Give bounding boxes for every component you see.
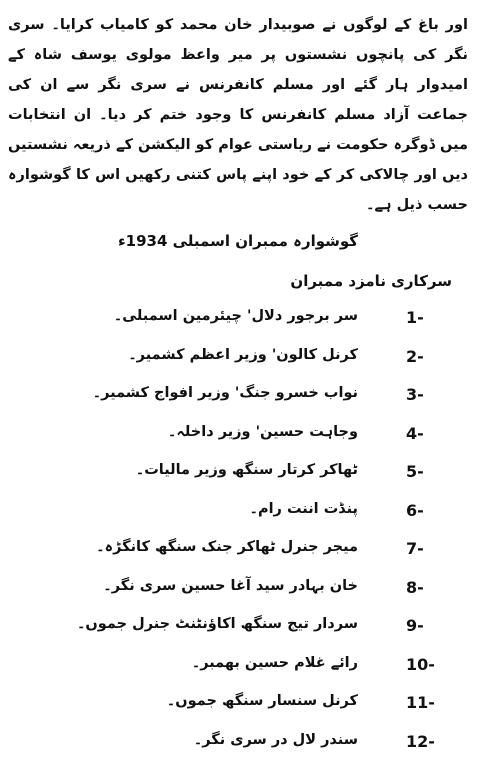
item-text: سندر لال در سری نگر۔ (193, 731, 358, 748)
nominated-members-subheading: سرکاری نامزد ممبران (290, 272, 452, 290)
item-number: 6- (406, 500, 424, 520)
list-item (8, 341, 468, 380)
members-list (8, 302, 468, 764)
item-text: کرنل سنسار سنگھ جموں۔ (166, 693, 358, 709)
item-text: میجر جنرل ٹھاکر جنک سنگھ کانگڑہ۔ (96, 539, 358, 555)
item-number: 12- (406, 731, 435, 751)
list-item (8, 418, 468, 457)
item-number: 5- (406, 462, 424, 481)
list-item (8, 495, 468, 534)
members-table-heading: گوشوارہ ممبران اسمبلی 1934ء (117, 232, 359, 250)
item-text: سردار تیج سنگھ اکاؤنٹنٹ جنرل جموں۔ (76, 616, 358, 632)
list-item (8, 687, 468, 726)
list-item (8, 456, 468, 495)
item-text: وجاہت حسین' وزیر داخلہ۔ (167, 423, 358, 440)
item-number: 9- (406, 616, 424, 635)
item-number: 2- (406, 346, 424, 366)
intro-paragraph: اور باغ کے لوگوں نے صوبیدار خان محمد کو کامیاب کرایا۔ سری نگر کی پانچوں نشستوں پر میر واعظ مولوی یوسف شاہ کے امیدوار ہار گئے اور مسلم کانفرنس نے سری نگر سے ان کی جماعت آزاد مسلم کانفرنس کا وجود ختم کر دیا۔ ان انتخابات میں ڈوگرہ حکومت نے ریاستی عوام کو الیکشن کے ذریعہ نشستیں دیں اور چالاکی کر کے خود اپنے پاس کتنی رکھیں اس کا گوشوارہ حسب ذیل ہے۔ (8, 17, 468, 213)
list-item (8, 610, 468, 649)
item-text: نواب خسرو جنگ' وزیر افواج کشمیر۔ (92, 385, 358, 401)
list-item (8, 533, 468, 572)
item-number: 4- (406, 423, 424, 443)
item-number: 7- (406, 539, 424, 558)
item-number: 1- (406, 308, 424, 327)
item-number: 8- (406, 577, 424, 597)
list-item (8, 572, 468, 611)
item-text: سر برجور دلال' چیئرمین اسمبلی۔ (113, 308, 358, 324)
list-item (8, 726, 468, 765)
item-text: کرنل کالون' وزیر اعظم کشمیر۔ (128, 346, 358, 363)
item-text: ٹھاکر کرتار سنگھ وزیر مالیات۔ (135, 462, 358, 478)
item-number: 3- (406, 385, 424, 404)
item-text: خان بہادر سید آغا حسین سری نگر۔ (103, 577, 358, 594)
item-text: پنڈت اننت رام۔ (249, 500, 358, 517)
list-item (8, 649, 468, 688)
list-item (8, 302, 468, 341)
list-item (8, 379, 468, 418)
item-number: 10- (406, 654, 435, 674)
item-number: 11- (406, 693, 435, 712)
item-text: رائے غلام حسین بھمبر۔ (191, 654, 358, 671)
